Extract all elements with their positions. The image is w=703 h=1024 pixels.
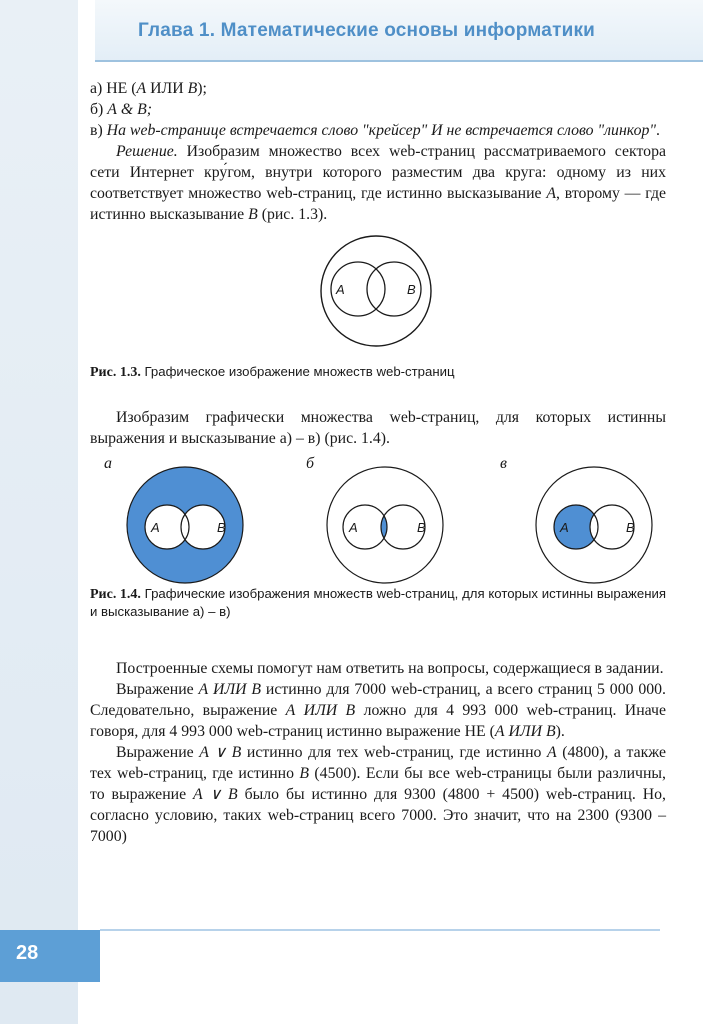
panel-letter-c: в	[500, 455, 507, 472]
figure-1-3	[90, 225, 666, 361]
set-a-label: А	[560, 520, 569, 535]
body-paragraph-1: Построенные схемы помогут нам ответить на вопросы, содержащиеся в задании.	[116, 660, 664, 677]
body-paragraph-3: Выражение А ∨ В истинно для тех web-страниц, где истинно А (4800), а также тех web-страниц, где истинно В (4500). Если бы все web-страницы были различны, то выражение А ∨ В было бы истинно для 9300 (4800 + 4500) web-страниц. Но, согласно условию, таких web-страниц всего 7000. Это значит, что на 2300 (9300 – 7000)	[90, 744, 666, 845]
set-a-label: А	[151, 520, 160, 535]
panel-letter-b: б	[306, 455, 315, 472]
page-content	[90, 78, 666, 847]
body-paragraph-2: Выражение А ИЛИ В истинно для 7000 web-страниц, а всего страниц 5 000 000. Следовательно, выражение А ИЛИ В ложно для 4 993 000 web-страниц. Иначе говоря, для 4 993 000 web-страниц истинно выражение НЕ (А ИЛИ В).	[90, 681, 666, 740]
chapter-title: Глава 1. Математические основы информатики	[138, 20, 596, 41]
solution-paragraph: Решение. Изобразим множество всех web-страниц рассматриваемого сектора сети Интернет кру́гом, внутри которого разместим два круга: одному из них соответствует множество web-страниц, где истинно высказывание А, второму — где истинно высказывание В (рис. 1.3).	[90, 143, 667, 223]
task-a: а) НЕ (А ИЛИ В);	[90, 80, 207, 97]
set-a-label: А	[349, 520, 358, 535]
venn-diagrams-fig-1-4	[90, 461, 666, 585]
panel-letter-a: а	[104, 455, 112, 472]
set-b-label: В	[217, 520, 226, 535]
venn-diagram-fig-1-3	[90, 225, 666, 361]
footer-divider	[100, 929, 660, 931]
left-margin-band	[0, 0, 78, 1024]
page-number-tab	[0, 930, 100, 982]
task-c: в) На web-странице встречается слово "крейсер" И не встречается слово "линкор".	[90, 122, 660, 139]
set-b-label: В	[407, 282, 416, 297]
figure-1-4	[90, 455, 666, 585]
set-b-label: В	[626, 520, 635, 535]
venn-panel-b	[327, 467, 443, 583]
venn-panel-c	[536, 467, 652, 583]
set-b-label: В	[417, 520, 426, 535]
set-a-label: А	[336, 282, 345, 297]
paragraph-2: Изобразим графически множества web-страниц, для которых истинны выражения и высказывание а) – в) (рис. 1.4).	[90, 409, 666, 447]
caption-fig-1-3: Рис. 1.3. Графическое изображение множеств web-страниц	[90, 364, 455, 380]
venn-panel-a	[127, 467, 243, 583]
task-b: б) А & В;	[90, 101, 152, 118]
page-number: 28	[16, 942, 39, 964]
caption-fig-1-4: Рис. 1.4. Графические изображения множеств web-страниц, для которых истинны выражения и высказывание а) – в)	[90, 586, 666, 619]
